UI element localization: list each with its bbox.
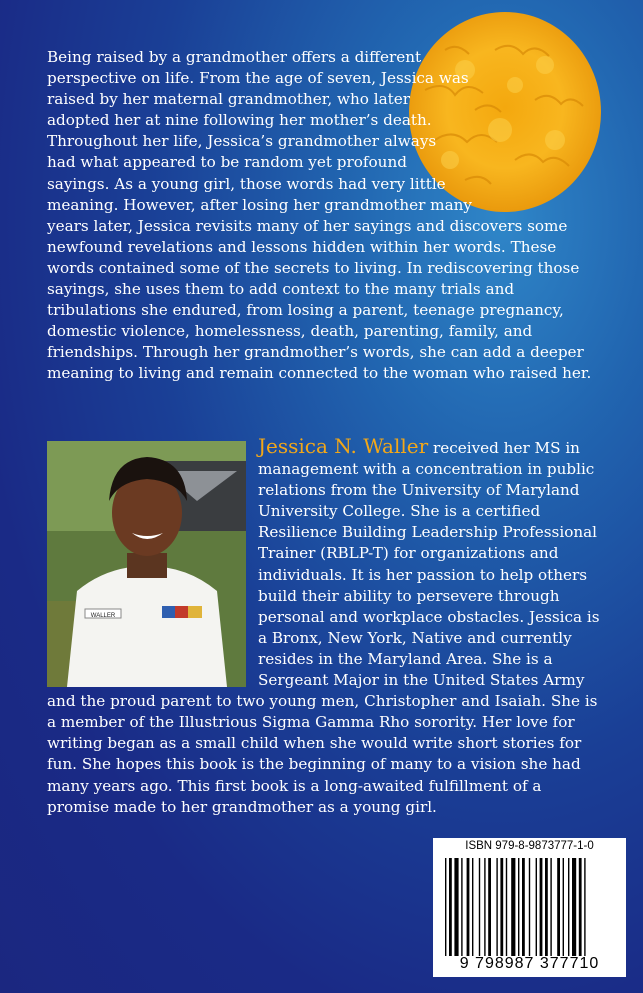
barcode-bar — [572, 858, 576, 956]
barcode-bar — [540, 858, 543, 956]
barcode-bar — [522, 858, 525, 956]
barcode-bar — [557, 858, 560, 956]
author-bio — [47, 436, 602, 818]
barcode-bar — [563, 858, 564, 956]
isbn-label: ISBN 979-8-9873777-1-0 — [465, 840, 594, 852]
barcode-bar — [579, 858, 582, 956]
isbn-barcode — [433, 838, 626, 977]
barcode-bar — [454, 858, 458, 956]
author-name: Jessica N. Waller — [258, 434, 429, 458]
barcode-graphic — [443, 858, 618, 956]
barcode-bar — [467, 858, 470, 956]
barcode-bar — [511, 858, 515, 956]
barcode-bar — [518, 858, 519, 956]
barcode-bar — [550, 858, 551, 956]
barcode-bar — [461, 858, 462, 956]
book-blurb — [47, 47, 602, 385]
barcode-bar — [479, 858, 480, 956]
barcode-bar — [506, 858, 507, 956]
barcode-bar — [488, 858, 491, 956]
flower-wrap-space — [452, 47, 602, 217]
barcode-bar — [449, 858, 452, 956]
barcode-bar — [529, 858, 530, 956]
barcode-bar — [472, 858, 473, 956]
barcode-bar — [584, 858, 585, 956]
barcode-bar — [500, 858, 503, 956]
barcode-bar — [536, 858, 537, 956]
barcode-bar — [445, 858, 446, 956]
barcode-digits: 9 798987 377710 — [459, 955, 600, 972]
blurb-text: Being raised by a grandmother offers a different perspective on life. From the age of seven, Jessica was raised by her maternal grandmother, who later adopted her at nine following her mother’s death. Throughout her life, Jessica’s grandmother always had what appeared to be random yet profound sayings. As a young girl, those words had very little meaning. However, after losing her grandmother many years later, Jessica revisits many of her sayings and discovers some newfound revelations and lessons hidden within her words. These words contained some of the secrets to living. In rediscovering those sayings, she uses them to add context to the many trials and tribulations she endured, from losing a parent, teenage pregnancy, domestic violence, homelessness, death, parenting, family, and friendships. Through her grandmother’s words, she can add a deeper meaning to living and remain connected to the woman who raised her. — [47, 48, 592, 383]
photo-wrap-space — [47, 436, 258, 688]
name-tag-text: WALLER — [90, 613, 116, 619]
author-bio-text: received her MS in management with a concentration in public relations from the University of Maryland University College. She is a certified Resilience Building Leadership Professional Trainer (RBLP-T) for organizations and individuals. It is her passion to help others build their ability to persevere through personal and workplace obstacles. Jessica is a Bronx, New York, Native and currently resides in the Maryland Area. She is a Sergeant Major in the United States Army and the proud parent to two young men, Christopher and Isaiah. She is a member of the Illustrious Sigma Gamma Rho sorority. Her love for writing began as a small child when she would write short stories for fun. She hopes this book is the beginning of many to a vision she had many years ago. This first book is a long-awaited fulfillment of a promise made to her grandmother as a young girl. — [47, 439, 600, 816]
barcode-bar — [496, 858, 497, 956]
barcode-bar — [545, 858, 548, 956]
barcode-bar — [484, 858, 485, 956]
barcode-bar — [568, 858, 569, 956]
